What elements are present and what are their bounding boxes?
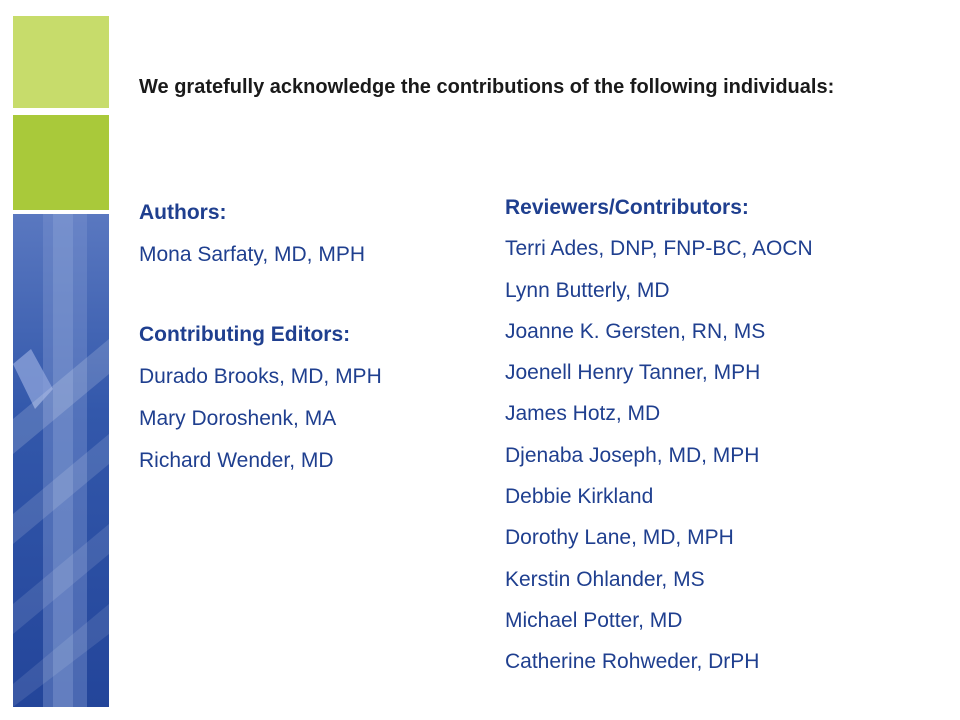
list-item: Djenaba Joseph, MD, MPH [505, 443, 760, 467]
editors-list [139, 356, 382, 482]
reviewers-column [505, 187, 813, 683]
authors-list [139, 234, 382, 276]
list-item: Terri Ades, DNP, FNP-BC, AOCN [505, 237, 813, 261]
authors-and-editors-column [139, 192, 382, 482]
list-item: James Hotz, MD [505, 402, 661, 426]
list-item: Catherine Rohweder, DrPH [505, 650, 760, 674]
authors-heading: Authors: [139, 201, 227, 224]
list-item: Debbie Kirkland [505, 485, 654, 509]
decorative-lime-band [13, 16, 109, 108]
list-item: Joanne K. Gersten, RN, MS [505, 319, 766, 343]
acknowledgement-intro: We gratefully acknowledge the contributions of the following individuals: [139, 76, 835, 98]
list-item: Mona Sarfaty, MD, MPH [139, 243, 365, 266]
list-item: Mary Doroshenk, MA [139, 407, 337, 430]
list-item: Durado Brooks, MD, MPH [139, 365, 382, 388]
decorative-green-band [13, 115, 109, 210]
list-item: Richard Wender, MD [139, 449, 334, 472]
list-item: Kerstin Ohlander, MS [505, 567, 705, 591]
logo-stripes-graphic [13, 214, 109, 707]
decorative-blue-band [13, 214, 109, 707]
reviewers-heading: Reviewers/Contributors: [505, 196, 749, 219]
list-item: Lynn Butterly, MD [505, 278, 670, 302]
list-item: Michael Potter, MD [505, 608, 683, 632]
list-item: Joenell Henry Tanner, MPH [505, 361, 761, 385]
list-item: Dorothy Lane, MD, MPH [505, 526, 734, 550]
contributing-editors-heading: Contributing Editors: [139, 323, 351, 346]
reviewers-list [505, 228, 813, 682]
